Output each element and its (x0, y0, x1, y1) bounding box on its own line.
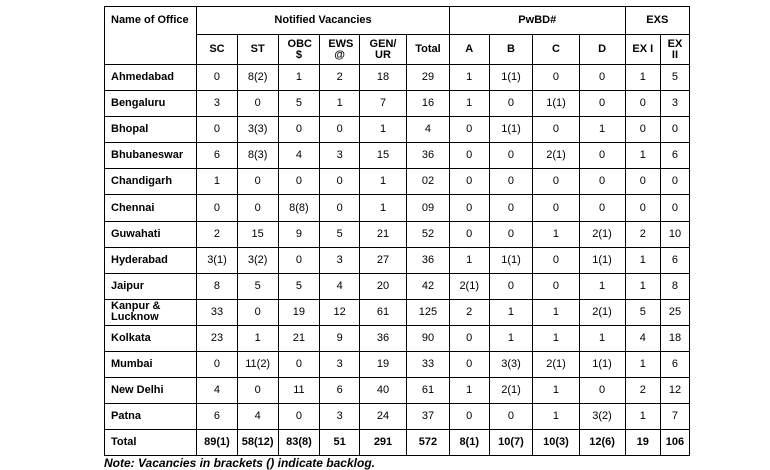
table-cell: 4 (407, 117, 450, 143)
table-cell: 37 (407, 404, 450, 430)
table-cell: 0 (533, 247, 579, 273)
table-cell: 0 (237, 169, 278, 195)
table-cell: 0 (449, 169, 489, 195)
table-cell: 1 (320, 91, 360, 117)
table-cell: 12 (320, 299, 360, 325)
table-cell: 33 (407, 352, 450, 378)
total-cell: 12(6) (579, 430, 625, 456)
col-header-total: Total (407, 35, 450, 65)
table-cell: 11 (278, 378, 320, 404)
table-cell: 1(1) (489, 247, 533, 273)
table-cell: 1 (533, 378, 579, 404)
office-name: New Delhi (105, 378, 197, 404)
total-cell: 19 (625, 430, 660, 456)
group-header-row (105, 7, 690, 35)
table-cell: 1 (359, 169, 406, 195)
total-cell: 106 (660, 430, 689, 456)
table-cell: 0 (533, 195, 579, 221)
table-cell: 5 (660, 65, 689, 91)
table-cell: 2 (625, 221, 660, 247)
table-cell: 3 (320, 404, 360, 430)
col-header-obc: OBC $ (278, 35, 320, 65)
table-cell: 0 (533, 65, 579, 91)
table-cell: 8 (197, 273, 238, 299)
table-cell: 0 (489, 143, 533, 169)
table-row (105, 195, 690, 221)
table-cell: 1 (449, 247, 489, 273)
table-cell: 0 (278, 247, 320, 273)
table-cell: 36 (407, 247, 450, 273)
table-cell: 2 (449, 299, 489, 325)
table-row (105, 378, 690, 404)
table-cell: 1 (533, 299, 579, 325)
table-cell: 0 (579, 169, 625, 195)
table-cell: 1 (533, 404, 579, 430)
table-cell: 2 (197, 221, 238, 247)
total-cell: 10(7) (489, 430, 533, 456)
table-cell: 0 (625, 91, 660, 117)
office-name: Kolkata (105, 325, 197, 351)
table-cell: 0 (489, 195, 533, 221)
table-row (105, 352, 690, 378)
table-cell: 6 (197, 404, 238, 430)
office-name: Guwahati (105, 221, 197, 247)
office-name: Bhubaneswar (105, 143, 197, 169)
total-cell: 58(12) (237, 430, 278, 456)
table-cell: 0 (449, 404, 489, 430)
table-cell: 0 (625, 195, 660, 221)
notified-vacancies-header: Notified Vacancies (197, 7, 450, 35)
table-cell: 1 (449, 378, 489, 404)
table-cell: 8(8) (278, 195, 320, 221)
table-cell: 0 (625, 169, 660, 195)
table-cell: 1 (625, 352, 660, 378)
table-cell: 1 (489, 325, 533, 351)
table-cell: 0 (489, 169, 533, 195)
table-cell: 2(1) (449, 273, 489, 299)
table-cell: 20 (359, 273, 406, 299)
table-cell: 4 (237, 404, 278, 430)
table-row (105, 91, 690, 117)
table-cell: 5 (278, 273, 320, 299)
table-cell: 1 (625, 247, 660, 273)
total-cell: 291 (359, 430, 406, 456)
table-cell: 6 (660, 143, 689, 169)
table-row (105, 65, 690, 91)
table-cell: 6 (660, 352, 689, 378)
table-cell: 0 (489, 221, 533, 247)
table-cell: 3 (197, 91, 238, 117)
table-cell: 5 (278, 91, 320, 117)
table-cell: 0 (320, 169, 360, 195)
table-cell: 4 (625, 325, 660, 351)
table-row (105, 247, 690, 273)
table-row (105, 169, 690, 195)
table-cell: 19 (278, 299, 320, 325)
vacancy-table (104, 6, 690, 456)
col-header-ex-i: EX I (625, 35, 660, 65)
table-cell: 7 (660, 404, 689, 430)
table-cell: 0 (197, 65, 238, 91)
total-cell: 83(8) (278, 430, 320, 456)
exs-header: EXS (625, 7, 689, 35)
table-cell: 21 (278, 325, 320, 351)
total-cell: 51 (320, 430, 360, 456)
table-cell: 23 (197, 325, 238, 351)
table-cell: 02 (407, 169, 450, 195)
table-cell: 0 (579, 65, 625, 91)
table-cell: 0 (489, 273, 533, 299)
table-cell: 0 (320, 117, 360, 143)
table-cell: 1 (449, 91, 489, 117)
office-name: Chennai (105, 195, 197, 221)
table-cell: 3 (320, 247, 360, 273)
office-name: Chandigarh (105, 169, 197, 195)
table-cell: 3(2) (237, 247, 278, 273)
table-cell: 0 (278, 169, 320, 195)
table-row (105, 404, 690, 430)
table-cell: 3 (320, 143, 360, 169)
office-column-header: Name of Office (105, 7, 197, 65)
table-cell: 0 (579, 91, 625, 117)
table-cell: 0 (625, 117, 660, 143)
table-cell: 0 (579, 378, 625, 404)
table-cell: 42 (407, 273, 450, 299)
table-cell: 0 (660, 169, 689, 195)
table-cell: 1 (625, 143, 660, 169)
table-cell: 3(3) (237, 117, 278, 143)
table-cell: 1 (625, 65, 660, 91)
table-cell: 4 (320, 273, 360, 299)
office-name: Ahmedabad (105, 65, 197, 91)
table-cell: 3(3) (489, 352, 533, 378)
table-cell: 4 (197, 378, 238, 404)
table-cell: 0 (237, 91, 278, 117)
table-cell: 1(1) (579, 352, 625, 378)
table-cell: 5 (625, 299, 660, 325)
table-cell: 3 (660, 91, 689, 117)
office-name: Jaipur (105, 273, 197, 299)
office-name: Bengaluru (105, 91, 197, 117)
table-cell: 21 (359, 221, 406, 247)
table-cell: 0 (579, 195, 625, 221)
col-header-gen-ur: GEN/ UR (359, 35, 406, 65)
table-cell: 16 (407, 91, 450, 117)
table-cell: 0 (489, 91, 533, 117)
table-row (105, 117, 690, 143)
table-cell: 0 (489, 404, 533, 430)
table-cell: 18 (660, 325, 689, 351)
table-cell: 1 (625, 273, 660, 299)
table-row (105, 143, 690, 169)
table-cell: 6 (197, 143, 238, 169)
table-cell: 2(1) (579, 221, 625, 247)
table-cell: 1 (579, 273, 625, 299)
table-cell: 90 (407, 325, 450, 351)
col-header-b: B (489, 35, 533, 65)
table-cell: 1(1) (533, 91, 579, 117)
table-cell: 0 (278, 117, 320, 143)
office-name: Kanpur & Lucknow (105, 299, 197, 325)
col-header-sc: SC (197, 35, 238, 65)
table-cell: 8(3) (237, 143, 278, 169)
table-cell: 2 (625, 378, 660, 404)
table-cell: 3(1) (197, 247, 238, 273)
table-cell: 0 (449, 195, 489, 221)
table-cell: 0 (449, 352, 489, 378)
table-cell: 1 (359, 195, 406, 221)
table-cell: 0 (320, 195, 360, 221)
table-cell: 0 (579, 143, 625, 169)
table-cell: 9 (278, 221, 320, 247)
table-cell: 10 (660, 221, 689, 247)
total-cell: 10(3) (533, 430, 579, 456)
table-cell: 1(1) (489, 65, 533, 91)
table-cell: 1 (625, 404, 660, 430)
table-cell: 1 (237, 325, 278, 351)
table-cell: 0 (197, 117, 238, 143)
table-cell: 1 (533, 221, 579, 247)
col-header-a: A (449, 35, 489, 65)
backlog-note: Note: Vacancies in brackets () indicate backlog. (104, 456, 375, 470)
total-label: Total (105, 430, 197, 456)
table-cell: 27 (359, 247, 406, 273)
table-cell: 0 (237, 378, 278, 404)
table-cell: 0 (197, 352, 238, 378)
table-cell: 11(2) (237, 352, 278, 378)
col-header-ews: EWS @ (320, 35, 360, 65)
table-cell: 1 (278, 65, 320, 91)
table-cell: 125 (407, 299, 450, 325)
table-cell: 6 (660, 247, 689, 273)
table-cell: 0 (449, 143, 489, 169)
total-cell: 89(1) (197, 430, 238, 456)
table-cell: 12 (660, 378, 689, 404)
table-cell: 29 (407, 65, 450, 91)
table-cell: 8 (660, 273, 689, 299)
table-cell: 2 (320, 65, 360, 91)
table-row (105, 299, 690, 325)
table-cell: 0 (449, 221, 489, 247)
table-cell: 2(1) (489, 378, 533, 404)
table-cell: 3 (320, 352, 360, 378)
table-cell: 5 (320, 221, 360, 247)
table-cell: 2(1) (579, 299, 625, 325)
table-cell: 52 (407, 221, 450, 247)
table-cell: 0 (197, 195, 238, 221)
table-cell: 0 (660, 195, 689, 221)
table-cell: 15 (359, 143, 406, 169)
table-cell: 0 (237, 299, 278, 325)
total-cell: 8(1) (449, 430, 489, 456)
table-cell: 1 (579, 117, 625, 143)
total-row (105, 430, 690, 456)
office-name: Hyderabad (105, 247, 197, 273)
table-cell: 2(1) (533, 143, 579, 169)
table-cell: 0 (278, 404, 320, 430)
office-name: Mumbai (105, 352, 197, 378)
table-cell: 36 (407, 143, 450, 169)
table-cell: 33 (197, 299, 238, 325)
table-cell: 24 (359, 404, 406, 430)
table-cell: 09 (407, 195, 450, 221)
table-cell: 19 (359, 352, 406, 378)
table-cell: 0 (237, 195, 278, 221)
office-name: Patna (105, 404, 197, 430)
office-name: Bhopal (105, 117, 197, 143)
table-cell: 0 (533, 169, 579, 195)
table-cell: 15 (237, 221, 278, 247)
table-cell: 1 (533, 325, 579, 351)
table-cell: 0 (449, 117, 489, 143)
table-cell: 2(1) (533, 352, 579, 378)
table-cell: 0 (660, 117, 689, 143)
col-header-c: C (533, 35, 579, 65)
table-cell: 1 (489, 299, 533, 325)
table-cell: 1 (197, 169, 238, 195)
table-cell: 1 (579, 325, 625, 351)
table-cell: 1(1) (579, 247, 625, 273)
table-row (105, 273, 690, 299)
table-cell: 0 (533, 117, 579, 143)
table-cell: 61 (359, 299, 406, 325)
table-cell: 1(1) (489, 117, 533, 143)
table-cell: 8(2) (237, 65, 278, 91)
table-cell: 4 (278, 143, 320, 169)
col-header-d: D (579, 35, 625, 65)
table-cell: 5 (237, 273, 278, 299)
table-cell: 0 (533, 273, 579, 299)
table-cell: 0 (278, 352, 320, 378)
table-cell: 18 (359, 65, 406, 91)
col-header-ex-ii: EX II (660, 35, 689, 65)
col-header-st: ST (237, 35, 278, 65)
table-cell: 7 (359, 91, 406, 117)
table-cell: 0 (449, 325, 489, 351)
pwbd-header: PwBD# (449, 7, 625, 35)
table-cell: 1 (449, 65, 489, 91)
table-cell: 1 (359, 117, 406, 143)
table-cell: 6 (320, 378, 360, 404)
table-cell: 3(2) (579, 404, 625, 430)
table-cell: 9 (320, 325, 360, 351)
table-cell: 36 (359, 325, 406, 351)
table-row (105, 325, 690, 351)
table-row (105, 221, 690, 247)
table-cell: 40 (359, 378, 406, 404)
table-cell: 25 (660, 299, 689, 325)
total-cell: 572 (407, 430, 450, 456)
table-cell: 61 (407, 378, 450, 404)
